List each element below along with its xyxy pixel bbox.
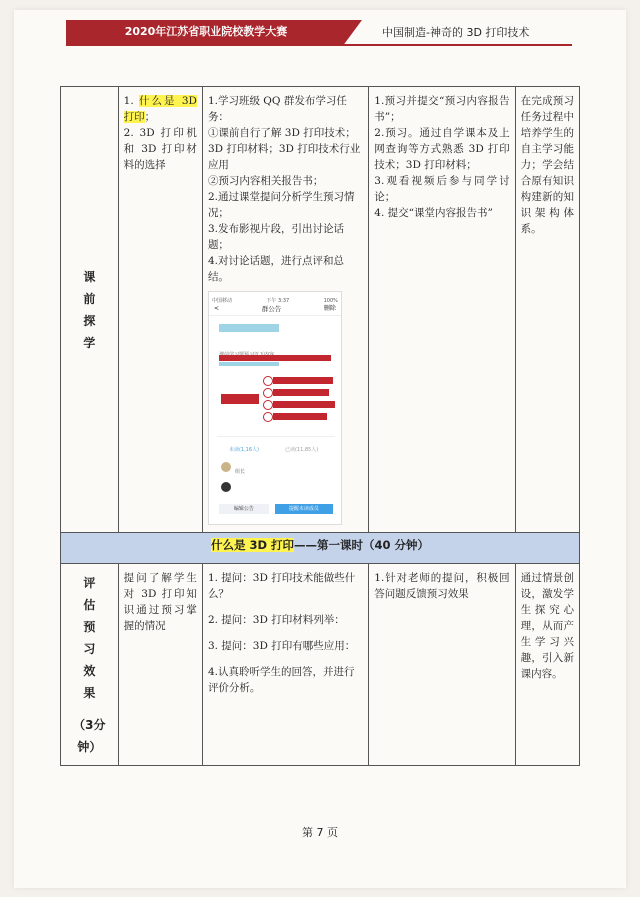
- avatar: [221, 462, 231, 472]
- content-cell: 1. 什么是 3D 打印； 2. 3D 打印机和 3D 打印材料的选择: [118, 87, 202, 533]
- content-cell: 提问了解学生对 3D 打印知识通过预习掌握的情况: [118, 564, 202, 766]
- row-label-assess: 评 估 预 习 效 果 （3分钟）: [61, 564, 119, 766]
- notice-title-block: [219, 324, 279, 332]
- design-intent-cell: 在完成预习任务过程中培养学生的自主学习能力；学会结合原有知识构建新的知识架构体系。: [515, 87, 579, 533]
- student-activity-cell: 1.预习并提交“预习内容报告书”； 2.预习。通过自学课本及上网查询等方式熟悉 3D 打印技术；3D 打印材料； 3.观看视频后参与同学讨论； 4. 提交“课堂内容报告书”: [369, 87, 515, 533]
- table-row-pre-class: [61, 87, 580, 533]
- row-label-pre-class: 课 前 探 学: [61, 87, 119, 533]
- qq-group-notice-screenshot: 中国移动 下午 3:37 100% < 群公告 删除 未读(1,16人) 已读(11,85人) 组长 编辑公告 提醒未读成员: [208, 291, 342, 525]
- mindmap-center: [221, 394, 259, 404]
- teacher-activity-cell: 1.学习班级 QQ 群发布学习任务： ①课前自行了解 3D 打印技术；3D 打印材料；3D 打印技术行业应用 ②预习内容相关报告书； 2.通过课堂提问分析学生预习情况； 3.发布影视片段，引出讨论话题； 4.对讨论话题，进行点评和总结。 中国移动 下午 3:37 100% < 群公告 删除 未读(1,16人) 已读(11,85人) 组长 编辑公告 提醒未读成员: [202, 87, 368, 533]
- phone-nav-bar: < 群公告 删除: [209, 303, 341, 316]
- page-number: 第 7 页: [302, 826, 338, 839]
- design-intent-cell: 通过情景创设，激发学生探究心理，从而产生学习兴趣，引入新课内容。: [515, 564, 579, 766]
- lesson-plan-table: [60, 86, 580, 766]
- section-heading-row: [61, 533, 580, 564]
- highlight-text: 什么是 3D 打印: [123, 95, 197, 123]
- remind-unread-button: 提醒未读成员: [275, 504, 333, 514]
- table-row-assess: [61, 564, 580, 766]
- section-heading: 什么是 3D 打印——第一课时（40 分钟）: [61, 533, 580, 564]
- student-activity-cell: 1.针对老师的提问，积极回答问题反馈预习效果: [369, 564, 515, 766]
- header-left-title: 2020年江苏省职业院校教学大赛: [124, 25, 288, 38]
- edit-notice-button: 编辑公告: [219, 504, 269, 514]
- teacher-activity-cell: 1. 提问：3D 打印技术能做些什么？ 2. 提问：3D 打印材料列举： 3. 提问：3D 打印有哪些应用： 4.认真聆听学生的回答，并进行评价分析。: [202, 564, 368, 766]
- avatar: [221, 482, 231, 492]
- header-right-title: 中国制造-神奇的 3D 打印技术: [382, 26, 530, 39]
- phone-status-bar: 中国移动 下午 3:37 100%: [211, 298, 338, 304]
- back-icon: <: [213, 305, 219, 312]
- header-rule: [66, 44, 572, 46]
